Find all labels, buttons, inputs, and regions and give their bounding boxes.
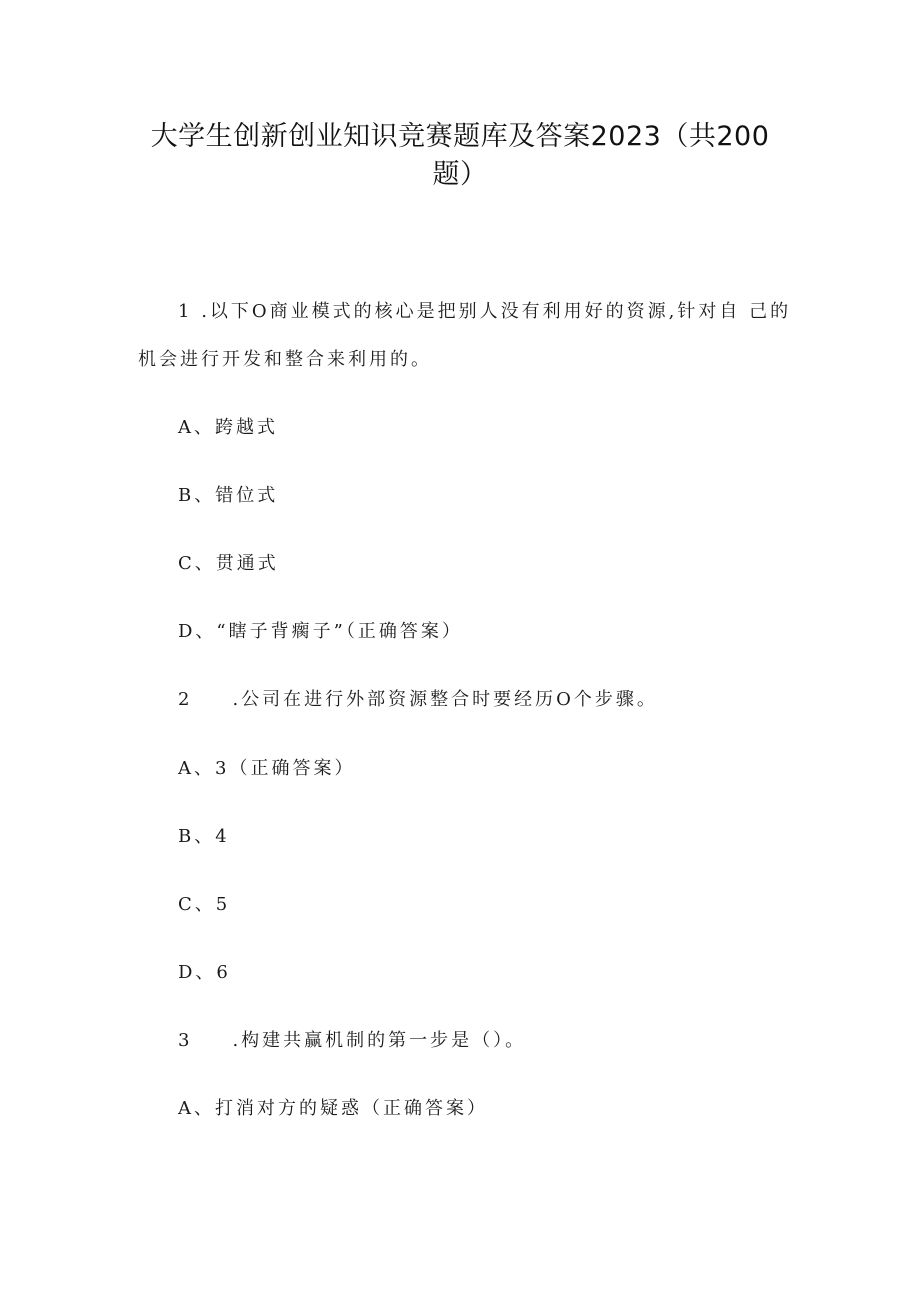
- question-1-stem: [178, 300, 791, 324]
- question-3-number: 3: [178, 1030, 193, 1051]
- question-3-stem: [178, 1029, 526, 1053]
- question-2-stem-text: .公司在进行外部资源整合时要经历O个步骤。: [232, 689, 658, 710]
- question-3-option-a: A、打消对方的疑惑（正确答案）: [178, 1098, 488, 1119]
- document-title-line-2: 题）: [432, 159, 488, 190]
- question-1-stem-text: .以下O商业模式的核心是把别人没有利用好的资源,针对自 己的: [201, 301, 792, 322]
- question-1-option-a: A、跨越式: [178, 417, 278, 438]
- question-2-number: 2: [178, 689, 193, 710]
- question-1-option-d: D、“瞎子背瘸子”（正确答案）: [178, 621, 463, 642]
- question-1-number: 1: [178, 301, 193, 322]
- question-2-option-c: C、5: [178, 894, 231, 915]
- question-2-stem: [178, 688, 658, 712]
- document-title-line-1: 大学生创新创业知识竞赛题库及答案2023（共200: [150, 121, 770, 152]
- question-3-stem-text: .构建共赢机制的第一步是（）。: [232, 1030, 527, 1051]
- question-2-option-d: D、6: [178, 962, 231, 983]
- question-1-stem-continued: 机会进行开发和整合来利用的。: [138, 349, 432, 370]
- question-1-option-c: C、贯通式: [178, 553, 279, 574]
- question-2-option-b: B、4: [178, 826, 230, 847]
- question-2-option-a: A、3（正确答案）: [178, 758, 356, 779]
- question-1-option-b: B、错位式: [178, 485, 279, 506]
- document-title: [140, 118, 780, 194]
